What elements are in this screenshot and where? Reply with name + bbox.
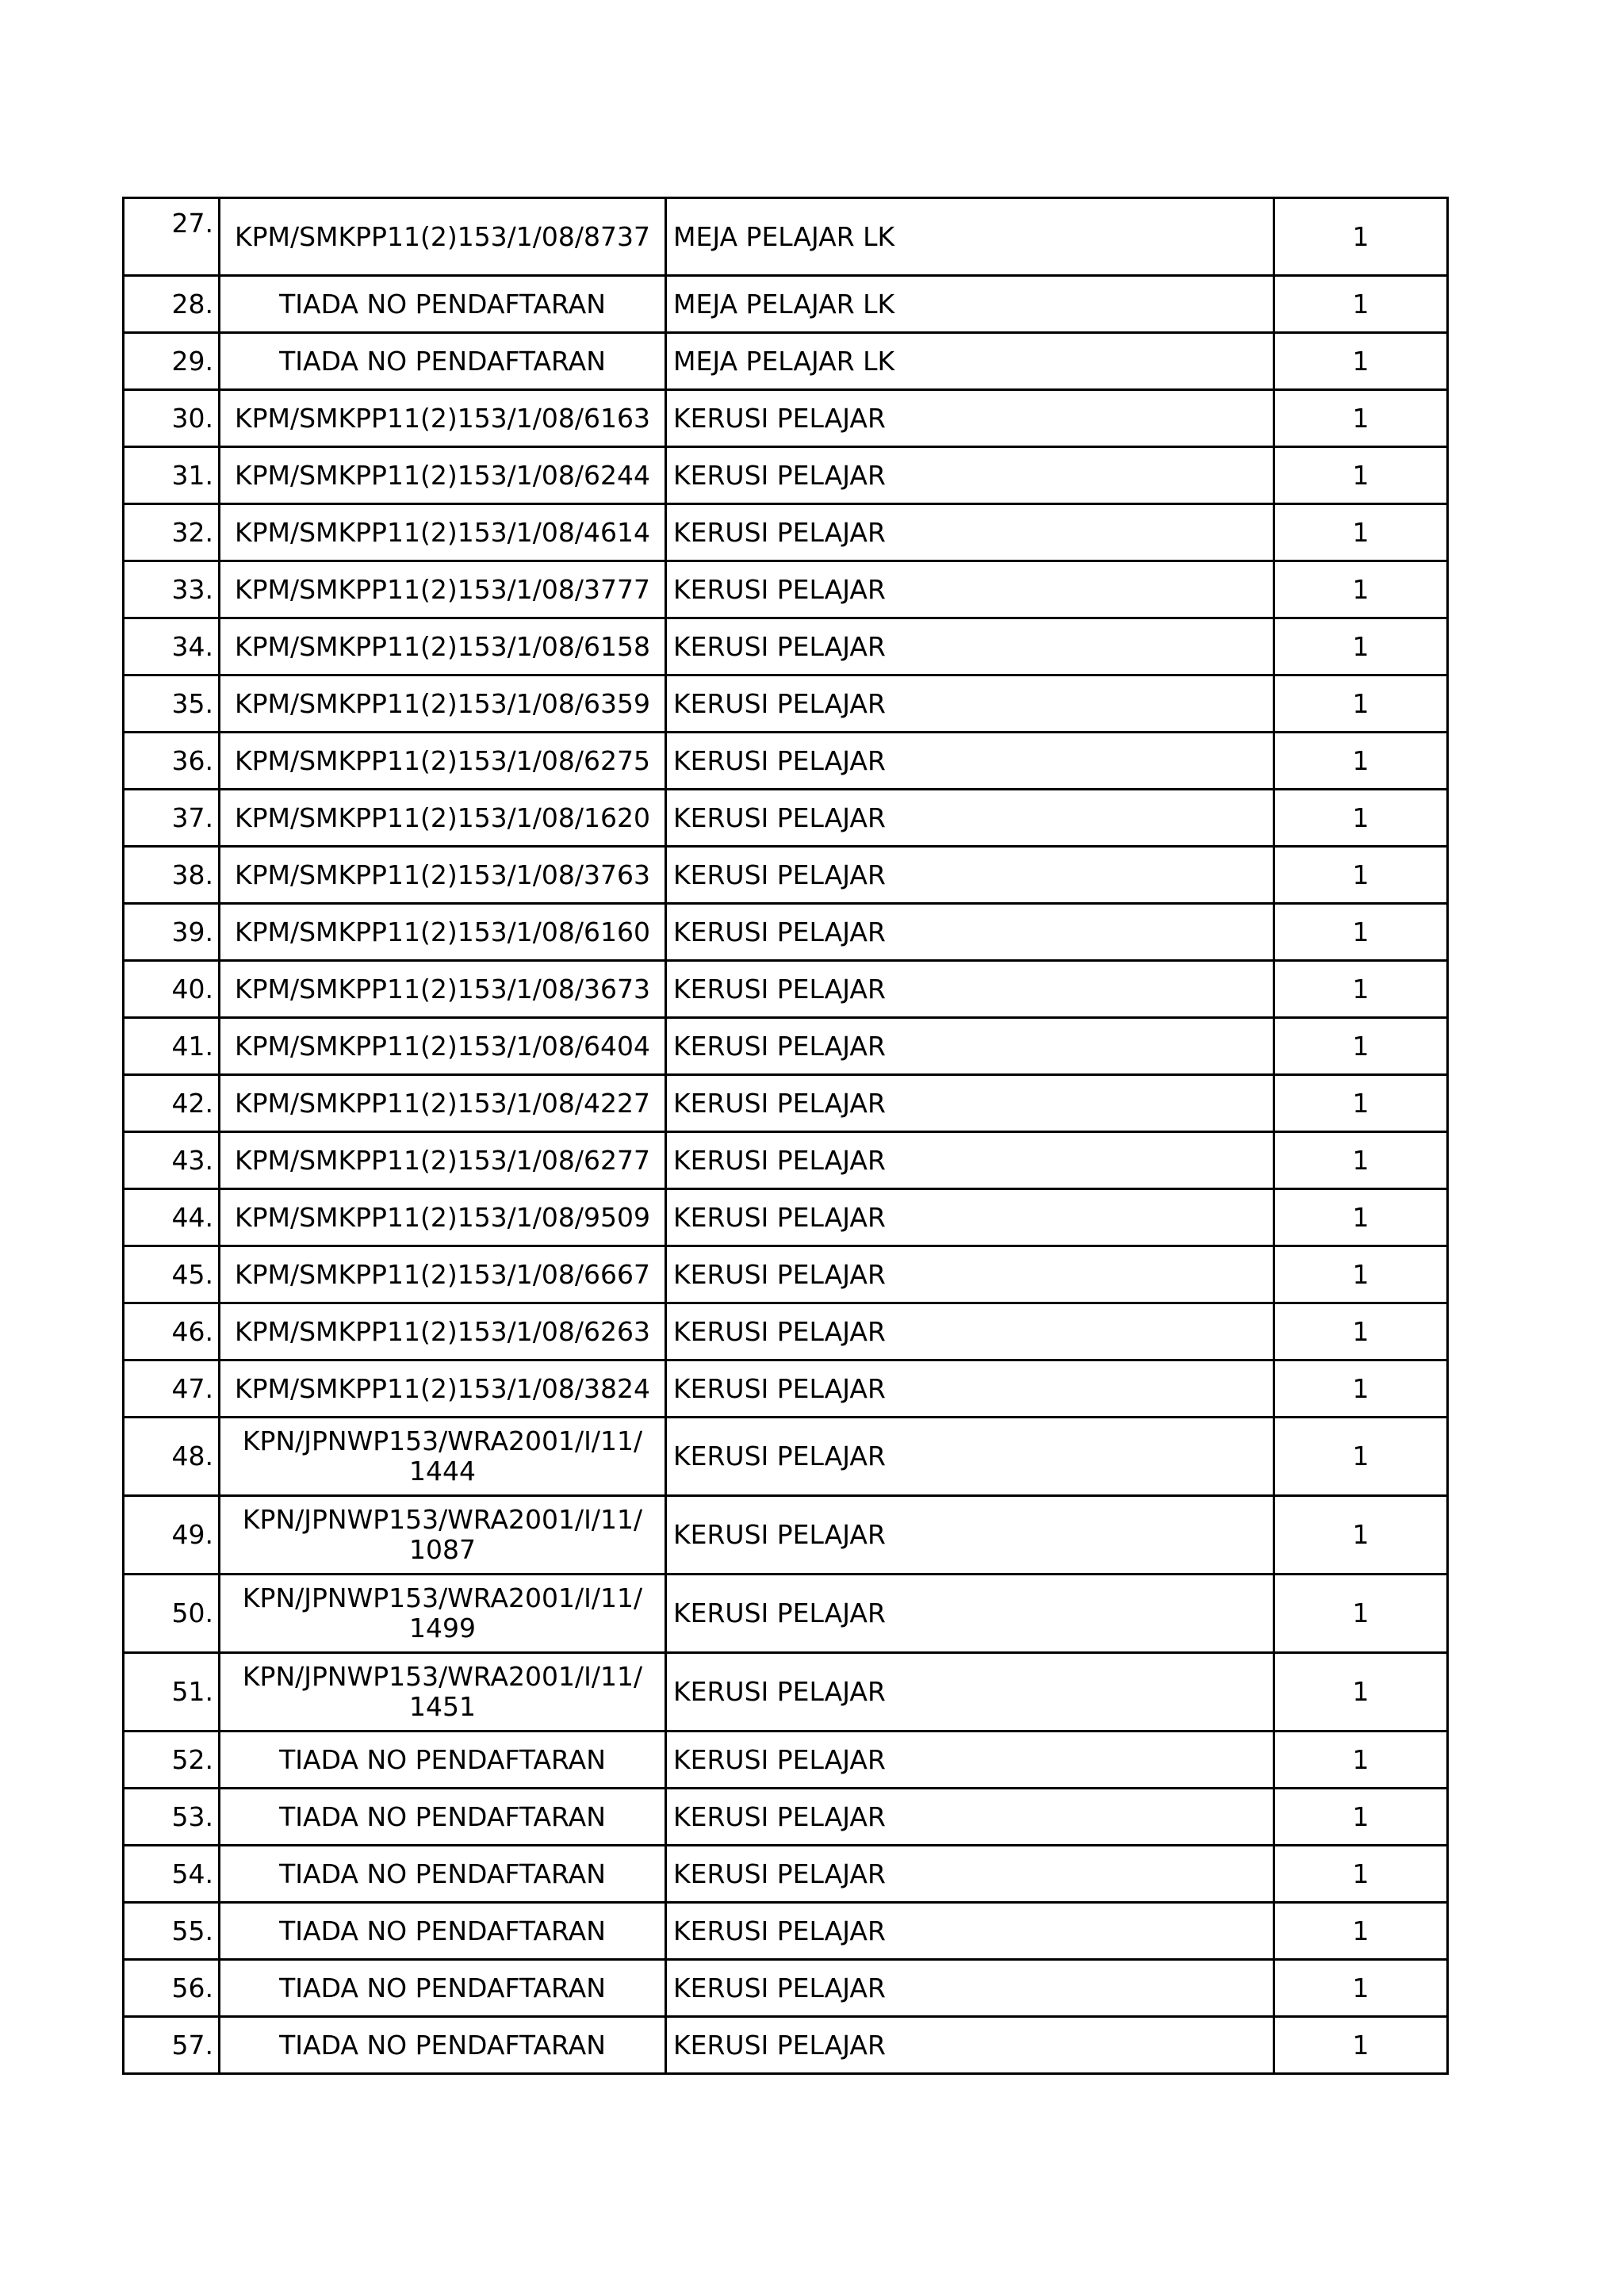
item-name-cell: KERUSI PELAJAR [666,1496,1274,1575]
row-number-cell: 35. [124,675,220,733]
item-name-cell: KERUSI PELAJAR [666,1132,1274,1189]
inventory-table [122,197,1449,2075]
row-number-cell: 52. [124,1732,220,1789]
registration-number-cell: KPM/SMKPP11(2)153/1/08/4227 [220,1075,666,1132]
row-number-cell: 40. [124,961,220,1018]
item-name-cell: KERUSI PELAJAR [666,1189,1274,1246]
item-name-cell: KERUSI PELAJAR [666,1418,1274,1496]
quantity-cell: 1 [1274,961,1448,1018]
quantity-cell: 1 [1274,733,1448,790]
row-number-cell: 53. [124,1789,220,1846]
item-name-cell: KERUSI PELAJAR [666,618,1274,675]
row-number-cell: 31. [124,447,220,504]
quantity-cell: 1 [1274,333,1448,390]
row-number-cell: 54. [124,1846,220,1903]
table-row [124,675,1448,733]
registration-number-cell: KPM/SMKPP11(2)153/1/08/3673 [220,961,666,1018]
table-row [124,1418,1448,1496]
item-name-cell: MEJA PELAJAR LK [666,276,1274,333]
item-name-cell: MEJA PELAJAR LK [666,198,1274,276]
quantity-cell: 1 [1274,618,1448,675]
registration-number-cell: KPN/JPNWP153/WRA2001/I/11/ 1087 [220,1496,666,1575]
item-name-cell: KERUSI PELAJAR [666,1960,1274,2017]
registration-number-cell: KPM/SMKPP11(2)153/1/08/1620 [220,790,666,847]
table-row [124,618,1448,675]
row-number-cell: 57. [124,2017,220,2074]
registration-number-cell: KPM/SMKPP11(2)153/1/08/6244 [220,447,666,504]
row-number-cell: 50. [124,1575,220,1653]
row-number-cell: 38. [124,847,220,904]
quantity-cell: 1 [1274,1303,1448,1360]
row-number-cell: 41. [124,1018,220,1075]
row-number-cell: 49. [124,1496,220,1575]
quantity-cell: 1 [1274,1960,1448,2017]
table-row [124,561,1448,618]
item-name-cell: KERUSI PELAJAR [666,504,1274,561]
quantity-cell: 1 [1274,276,1448,333]
registration-number-cell: KPN/JPNWP153/WRA2001/I/11/ 1499 [220,1575,666,1653]
row-number-cell: 33. [124,561,220,618]
registration-number-cell: TIADA NO PENDAFTARAN [220,276,666,333]
quantity-cell: 1 [1274,1789,1448,1846]
row-number-cell: 47. [124,1360,220,1418]
registration-number-cell: KPM/SMKPP11(2)153/1/08/6275 [220,733,666,790]
quantity-cell: 1 [1274,847,1448,904]
item-name-cell: KERUSI PELAJAR [666,847,1274,904]
quantity-cell: 1 [1274,447,1448,504]
registration-number-cell: KPM/SMKPP11(2)153/1/08/3763 [220,847,666,904]
registration-number-cell: KPM/SMKPP11(2)153/1/08/6160 [220,904,666,961]
row-number-cell: 56. [124,1960,220,2017]
quantity-cell: 1 [1274,1246,1448,1303]
table-row [124,733,1448,790]
quantity-cell: 1 [1274,1903,1448,1960]
item-name-cell: KERUSI PELAJAR [666,961,1274,1018]
item-name-cell: KERUSI PELAJAR [666,1303,1274,1360]
table-row [124,961,1448,1018]
table-row [124,790,1448,847]
quantity-cell: 1 [1274,675,1448,733]
table-row [124,1732,1448,1789]
table-row [124,1360,1448,1418]
quantity-cell: 1 [1274,561,1448,618]
table-row [124,1575,1448,1653]
item-name-cell: KERUSI PELAJAR [666,2017,1274,2074]
item-name-cell: KERUSI PELAJAR [666,790,1274,847]
item-name-cell: KERUSI PELAJAR [666,1846,1274,1903]
item-name-cell: KERUSI PELAJAR [666,1575,1274,1653]
quantity-cell: 1 [1274,1189,1448,1246]
row-number-cell: 34. [124,618,220,675]
registration-number-cell: KPM/SMKPP11(2)153/1/08/6667 [220,1246,666,1303]
item-name-cell: KERUSI PELAJAR [666,1732,1274,1789]
table-row [124,276,1448,333]
table-row [124,1018,1448,1075]
table-row [124,504,1448,561]
quantity-cell: 1 [1274,1732,1448,1789]
row-number-cell: 32. [124,504,220,561]
table-row [124,1303,1448,1360]
row-number-cell: 42. [124,1075,220,1132]
registration-number-cell: TIADA NO PENDAFTARAN [220,2017,666,2074]
registration-number-cell: KPM/SMKPP11(2)153/1/08/4614 [220,504,666,561]
table-row [124,198,1448,276]
quantity-cell: 1 [1274,504,1448,561]
quantity-cell: 1 [1274,198,1448,276]
registration-number-cell: KPM/SMKPP11(2)153/1/08/6263 [220,1303,666,1360]
registration-number-cell: KPM/SMKPP11(2)153/1/08/6359 [220,675,666,733]
item-name-cell: MEJA PELAJAR LK [666,333,1274,390]
registration-number-cell: TIADA NO PENDAFTARAN [220,1846,666,1903]
quantity-cell: 1 [1274,1653,1448,1732]
row-number-cell: 44. [124,1189,220,1246]
table-row [124,847,1448,904]
table-row [124,390,1448,447]
row-number-cell: 43. [124,1132,220,1189]
quantity-cell: 1 [1274,2017,1448,2074]
registration-number-cell: TIADA NO PENDAFTARAN [220,1903,666,1960]
quantity-cell: 1 [1274,1360,1448,1418]
table-row [124,1653,1448,1732]
item-name-cell: KERUSI PELAJAR [666,447,1274,504]
table-row [124,1496,1448,1575]
quantity-cell: 1 [1274,790,1448,847]
row-number-cell: 46. [124,1303,220,1360]
quantity-cell: 1 [1274,1018,1448,1075]
row-number-cell: 48. [124,1418,220,1496]
row-number-cell: 29. [124,333,220,390]
row-number-cell: 45. [124,1246,220,1303]
registration-number-cell: KPM/SMKPP11(2)153/1/08/9509 [220,1189,666,1246]
registration-number-cell: TIADA NO PENDAFTARAN [220,1732,666,1789]
item-name-cell: KERUSI PELAJAR [666,1653,1274,1732]
registration-number-cell: KPM/SMKPP11(2)153/1/08/6277 [220,1132,666,1189]
registration-number-cell: KPM/SMKPP11(2)153/1/08/6158 [220,618,666,675]
row-number-cell: 36. [124,733,220,790]
row-number-cell: 55. [124,1903,220,1960]
registration-number-cell: KPM/SMKPP11(2)153/1/08/6163 [220,390,666,447]
item-name-cell: KERUSI PELAJAR [666,733,1274,790]
row-number-cell: 27. [124,198,220,276]
registration-number-cell: TIADA NO PENDAFTARAN [220,333,666,390]
table-row [124,1846,1448,1903]
item-name-cell: KERUSI PELAJAR [666,1789,1274,1846]
quantity-cell: 1 [1274,904,1448,961]
quantity-cell: 1 [1274,1418,1448,1496]
quantity-cell: 1 [1274,1575,1448,1653]
table-row [124,2017,1448,2074]
table-row [124,1903,1448,1960]
row-number-cell: 28. [124,276,220,333]
registration-number-cell: KPM/SMKPP11(2)153/1/08/6404 [220,1018,666,1075]
table-row [124,1132,1448,1189]
table-row [124,447,1448,504]
item-name-cell: KERUSI PELAJAR [666,904,1274,961]
row-number-cell: 30. [124,390,220,447]
quantity-cell: 1 [1274,1496,1448,1575]
table-row [124,1246,1448,1303]
registration-number-cell: KPM/SMKPP11(2)153/1/08/3824 [220,1360,666,1418]
item-name-cell: KERUSI PELAJAR [666,1903,1274,1960]
registration-number-cell: KPM/SMKPP11(2)153/1/08/3777 [220,561,666,618]
quantity-cell: 1 [1274,1132,1448,1189]
table-row [124,1960,1448,2017]
item-name-cell: KERUSI PELAJAR [666,390,1274,447]
table-row [124,333,1448,390]
table-row [124,1075,1448,1132]
registration-number-cell: KPN/JPNWP153/WRA2001/I/11/ 1444 [220,1418,666,1496]
item-name-cell: KERUSI PELAJAR [666,675,1274,733]
row-number-cell: 51. [124,1653,220,1732]
table-row [124,1789,1448,1846]
registration-number-cell: TIADA NO PENDAFTARAN [220,1960,666,2017]
quantity-cell: 1 [1274,390,1448,447]
item-name-cell: KERUSI PELAJAR [666,1018,1274,1075]
registration-number-cell: KPM/SMKPP11(2)153/1/08/8737 [220,198,666,276]
row-number-cell: 37. [124,790,220,847]
item-name-cell: KERUSI PELAJAR [666,561,1274,618]
table-row [124,1189,1448,1246]
registration-number-cell: TIADA NO PENDAFTARAN [220,1789,666,1846]
row-number-cell: 39. [124,904,220,961]
quantity-cell: 1 [1274,1075,1448,1132]
inventory-table-body [124,198,1448,2074]
item-name-cell: KERUSI PELAJAR [666,1360,1274,1418]
item-name-cell: KERUSI PELAJAR [666,1075,1274,1132]
item-name-cell: KERUSI PELAJAR [666,1246,1274,1303]
quantity-cell: 1 [1274,1846,1448,1903]
registration-number-cell: KPN/JPNWP153/WRA2001/I/11/ 1451 [220,1653,666,1732]
table-row [124,904,1448,961]
